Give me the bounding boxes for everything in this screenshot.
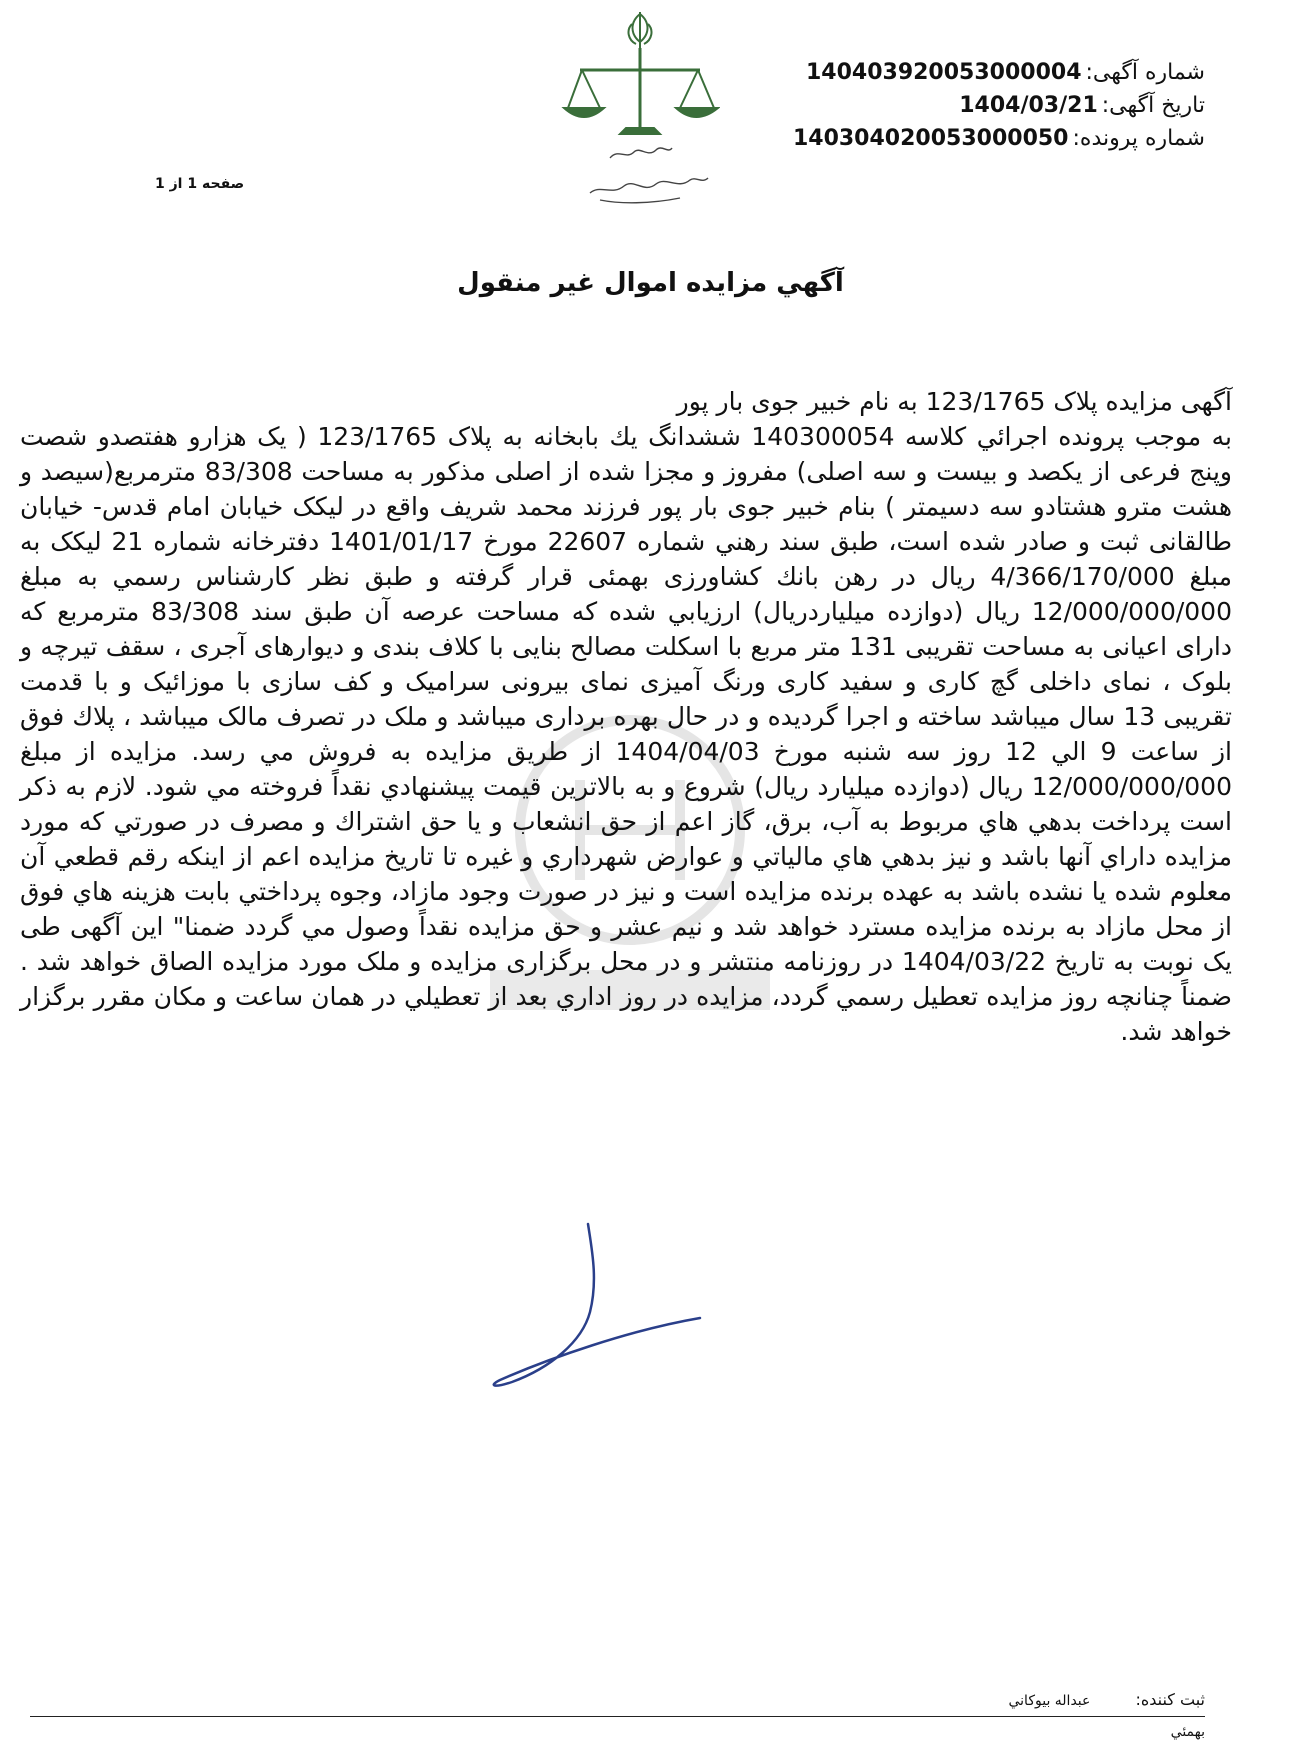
- notice-subject: آگهی مزایده پلاک 123/1765 به نام خبیر جوی بار پور: [676, 387, 1232, 416]
- page-number: صفحه 1 از 1: [155, 176, 245, 192]
- footer-divider: [30, 1716, 1205, 1717]
- judiciary-logo: [560, 8, 720, 223]
- notice-paragraph: به موجب پرونده اجرائي كلاسه 140300054 ششدانگ يك بابخانه به پلاک 123/1765 ( یک هزارو هفتصدو شصت وپنج فرعی از یکصد و بیست و سه اصلی) مفروز و مجزا شده از اصلی مذکور به مساحت 83/308 مترمربع(سیصد و هشت مترو هشتادو سه دسیمتر ) بنام خبیر جوی بار پور فرزند محمد شریف واقع در لیکک خیابان امام قدس- خیابان طالقانی ثبت و صادر شده است، طبق سند رهني شماره 22607 مورخ 1401/01/17 دفترخانه شماره 21 لیکک به مبلغ 4/366/170/000 ريال در رهن بانك كشاورزی بهمئی قرار گرفته و طبق نظر كارشناس رسمي به مبلغ 12/000/000/000 ريال (دوازده میلیاردریال) ارزيابي شده كه مساحت عرصه آن طبق سند 83/308 مترمربع که دارای اعیانی به مساحت تقریبی 131 متر مربع با اسکلت مصالح بنایی با کلاف بندی و دیوارهای آجری ، سقف تیرچه و بلوک ، نمای داخلی گچ کاری و سفید کاری ورنگ آمیزی نمای بیرونی سرامیک و کف سازی با موزائیک و با قدمت تقریبی 13 سال میباشد ساخته و اجرا گردیده و در حال بهره برداری میباشد و ملک در تصرف مالک میباشد ، پلاك فوق از ساعت 9 الي 12 روز سه شنبه مورخ 1404/04/03 از طريق مزايده به فروش مي رسد. مزايده از مبلغ 12/000/000/000 ريال (دوازده میلیارد ریال) شروع و به بالاترين قيمت پيشنهادي نقداً فروخته مي شود. لازم به ذكر است پرداخت بدهي هاي مربوط به آب، برق، گاز اعم از حق انشعاب و يا حق اشتراك و مصرف در صورتي كه مورد مزايده داراي آنها باشد و نيز بدهي هاي مالياتي و عوارض شهرداري و غيره تا تاريخ مزايده اعم از اينكه رقم قطعي آن معلوم شده يا نشده باشد به عهده برنده مزايده است و نيز در صورت وجود مازاد، وجوه پرداختي بابت هزينه هاي فوق از محل مازاد به برنده مزايده مسترد خواهد شد و نيم عشر و حق مزايده نقداً وصول مي گردد ضمنا" این آگهی طی یک نوبت به تاریخ 1404/03/22 در روزنامه منتشر و در محل برگزاری مزایده و ملک مورد مزایده الصاق خواهد شد . ضمناً چنانچه روز مزايده تعطيل رسمي گردد، مزايده در روز اداري بعد از تعطيلي در همان ساعت و مكان مقرر برگزار خواهد شد.: [20, 422, 1232, 1046]
- registrar-name: عبداله بيوكاني: [1008, 1693, 1091, 1709]
- signature: [480, 1220, 710, 1400]
- file-number-label: شماره پرونده:: [1072, 126, 1205, 151]
- ad-date-label: تاریخ آگهی:: [1101, 93, 1205, 118]
- office-name: بهمئي: [1170, 1724, 1205, 1740]
- file-number-row: [793, 122, 1205, 155]
- registrar-label: ثبت كننده:: [1135, 1690, 1205, 1709]
- ad-date-row: [793, 89, 1205, 122]
- ad-number-row: [793, 56, 1205, 89]
- scales-emblem-icon: [560, 8, 720, 223]
- registrar-row: [1008, 1690, 1205, 1709]
- ad-number-label: شماره آگهی:: [1085, 60, 1205, 85]
- notice-body: [20, 384, 1232, 1049]
- ad-metadata: [793, 56, 1205, 155]
- ad-number: 140403920053000004: [805, 60, 1082, 85]
- ad-date: 1404/03/21: [959, 93, 1098, 118]
- page-title: آگهي مزايده اموال غير منقول: [457, 268, 844, 298]
- file-number: 140304020053000050: [792, 126, 1069, 151]
- handwritten-signature-icon: [480, 1220, 710, 1400]
